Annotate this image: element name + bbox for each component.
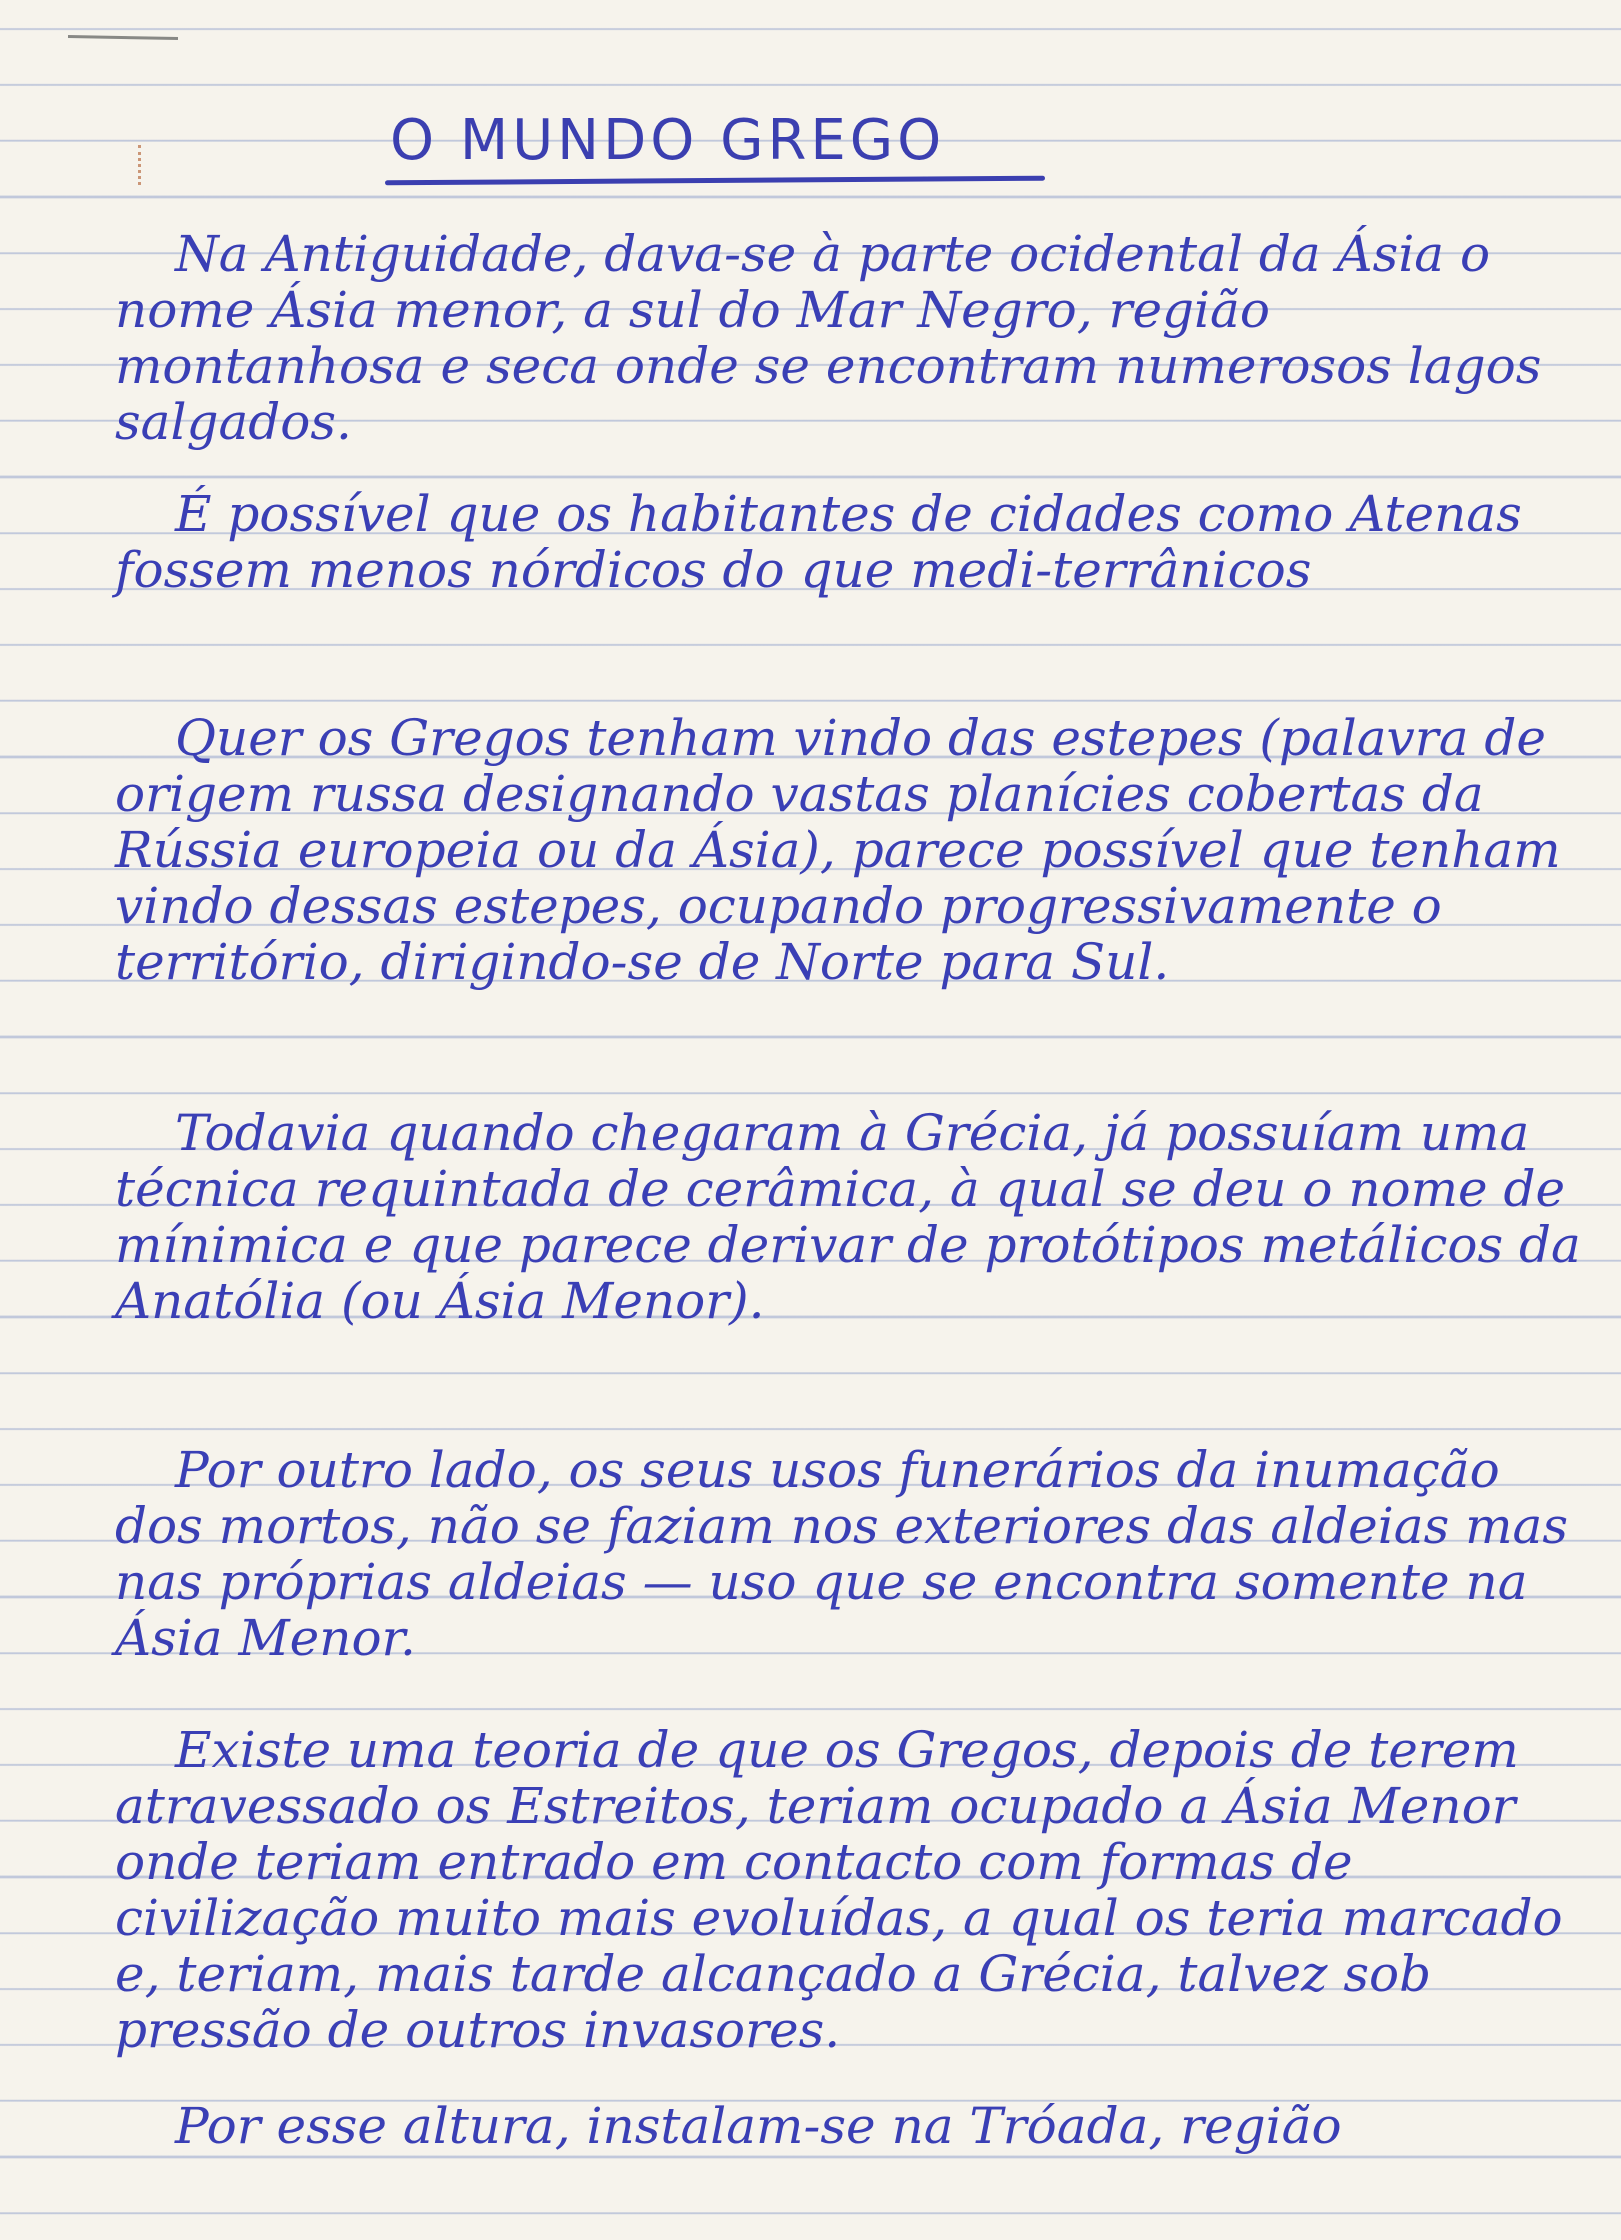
corner-pen-mark — [68, 35, 178, 40]
paragraph-3: Quer os Gregos tenham vindo das estepes (palavra de origem russa designando vastas planícies cobertas da Rússia europeia ou da Ásia), parece possível que tenham vindo dessas estepes, ocupando progressivamente o território, dirigindo-se de Norte para Sul. — [115, 709, 1561, 991]
paragraph-7: Por esse altura, instalam-se na Tróada, região — [175, 2097, 1342, 2155]
paragraph-6: Existe uma teoria de que os Gregos, depois de terem atravessado os Estreitos, teriam ocupado a Ásia Menor onde teriam entrado em contacto com formas de civilização muito mais evoluídas, a qual os teria marcado e, teriam, mais tarde alcançado a Grécia, talvez sob pressão de outros invasores. — [115, 1721, 1563, 2059]
paragraph-4: Todavia quando chegaram à Grécia, já possuíam uma técnica requintada de cerâmica, à qual se deu o nome de mínimica e que parece derivar de protótipos metálicos da Anatólia (ou Ásia Menor). — [115, 1104, 1581, 1330]
paragraph-1: Na Antiguidade, dava-se à parte ocidental da Ásia o nome Ásia menor, a sul do Mar Negro, região montanhosa e seca onde se encontram numerosos lagos salgados. — [115, 225, 1542, 451]
page-title: O MUNDO GREGO — [390, 108, 946, 173]
paragraph-5: Por outro lado, os seus usos funerários da inumação dos mortos, não se faziam nos exteriores das aldeias mas nas próprias aldeias — uso que se encontra somente na Ásia Menor. — [115, 1441, 1569, 1667]
margin-ink-dots — [138, 145, 145, 185]
paragraph-2: É possível que os habitantes de cidades como Atenas fossem menos nórdicos do que medi-terrânicos — [115, 485, 1522, 599]
title-underline — [385, 176, 1045, 186]
